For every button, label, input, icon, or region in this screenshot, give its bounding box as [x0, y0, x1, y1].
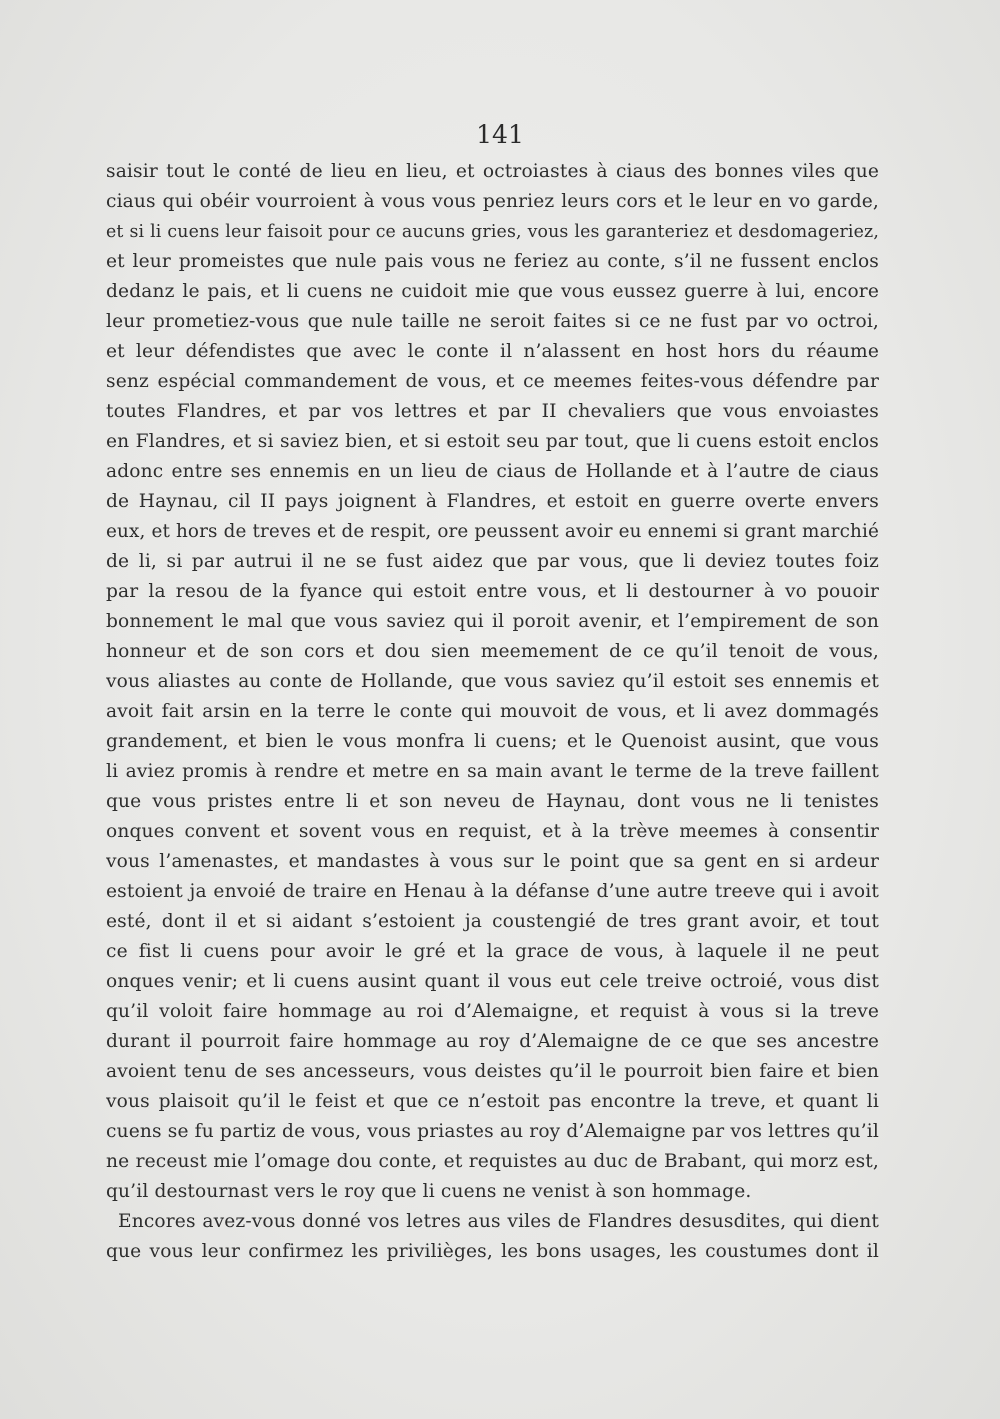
text-line: vous plaisoit qu’il le feist et que ce n’estoit pas encontre la treve, et quant li	[106, 1091, 879, 1112]
text-line: grandement, et bien le vous monfra li cuens; et le Quenoist ausint, que vous	[106, 731, 879, 752]
text-line: ne receust mie l’omage dou conte, et requistes au duc de Brabant, qui morz est,	[106, 1151, 879, 1172]
text-line: bonnement le mal que vous saviez qui il poroit avenir, et l’empirement de son	[106, 611, 879, 632]
page-number: 141	[476, 120, 524, 149]
text-line: leur prometiez-vous que nule taille ne seroit faites si ce ne fust par vo octroi,	[106, 311, 879, 332]
text-line: qu’il destournast vers le roy que li cuens ne venist à son hommage.	[106, 1181, 752, 1202]
text-line: dedanz le pais, et li cuens ne cuidoit mie que vous eussez guerre à lui, encore	[106, 281, 879, 302]
text-line: ce fist li cuens pour avoir le gré et la grace de vous, à laquele il ne peut	[106, 941, 879, 962]
text-line: honneur et de son cors et dou sien meemement de ce qu’il tenoit de vous,	[106, 641, 879, 662]
text-line: esté, dont il et si aidant s’estoient ja coustengié de tres grant avoir, et tout	[106, 911, 879, 932]
text-line: et si li cuens leur faisoit pour ce aucuns gries, vous les garanteriez et desdomageriez,	[106, 222, 879, 242]
text-line: li aviez promis à rendre et metre en sa main avant le terme de la treve faillent	[106, 761, 879, 782]
text-line: eux, et hors de treves et de respit, ore peussent avoir eu ennemi si grant marchié	[106, 521, 879, 542]
text-line: vous aliastes au conte de Hollande, que vous saviez qu’il estoit ses ennemis et	[106, 671, 879, 692]
text-line: senz espécial commandement de vous, et ce meemes feites-vous défendre par	[106, 371, 879, 392]
text-line: toutes Flandres, et par vos lettres et par II chevaliers que vous envoiastes	[106, 401, 879, 422]
text-line: onques venir; et li cuens ausint quant il vous eut cele treive octroié, vous dist	[106, 971, 879, 992]
text-line: durant il pourroit faire hommage au roy d’Alemaigne de ce que ses ancestre	[106, 1031, 879, 1052]
text-line: cuens se fu partiz de vous, vous priastes au roy d’Alemaigne par vos lettres qu’il	[106, 1121, 879, 1142]
text-line: que vous pristes entre li et son neveu de Haynau, dont vous ne li tenistes	[106, 791, 879, 812]
text-line: de li, si par autrui il ne se fust aidez que par vous, que li deviez toutes foiz	[106, 551, 879, 572]
text-line: et leur défendistes que avec le conte il n’alassent en host hors du réaume	[106, 341, 879, 362]
text-line: saisir tout le conté de lieu en lieu, et octroiastes à ciaus des bonnes viles que	[106, 161, 879, 182]
text-line: que vous leur confirmez les privilièges, les bons usages, les coustumes dont il	[106, 1241, 879, 1262]
body-text	[106, 157, 879, 1267]
text-line: avoit fait arsin en la terre le conte qui mouvoit de vous, et li avez dommagés	[106, 701, 879, 722]
text-line: et leur promeistes que nule pais vous ne feriez au conte, s’il ne fussent enclos	[106, 251, 879, 272]
text-line: onques convent et sovent vous en requist, et à la trève meemes à consentir	[106, 821, 879, 842]
text-line: Encores avez-vous donné vos letres aus viles de Flandres desusdites, qui dient	[118, 1211, 879, 1232]
text-line: vous l’amenastes, et mandastes à vous sur le point que sa gent en si ardeur	[106, 851, 879, 872]
text-line: en Flandres, et si saviez bien, et si estoit seu par tout, que li cuens estoit enclos	[106, 431, 879, 452]
text-line: estoient ja envoié de traire en Henau à la défanse d’une autre treeve qui i avoit	[106, 881, 879, 902]
text-line: par la resou de la fyance qui estoit entre vous, et li destourner à vo pouoir	[106, 581, 879, 602]
text-line: ciaus qui obéir vourroient à vous vous penriez leurs cors et le leur en vo garde,	[106, 191, 879, 212]
text-line: adonc entre ses ennemis en un lieu de ciaus de Hollande et à l’autre de ciaus	[106, 461, 879, 482]
text-line: avoient tenu de ses ancesseurs, vous deistes qu’il le pourroit bien faire et bien	[106, 1061, 879, 1082]
text-line: de Haynau, cil II pays joignent à Flandres, et estoit en guerre overte envers	[106, 491, 879, 512]
text-line: qu’il voloit faire hommage au roi d’Alemaigne, et requist à vous si la treve	[106, 1001, 879, 1022]
